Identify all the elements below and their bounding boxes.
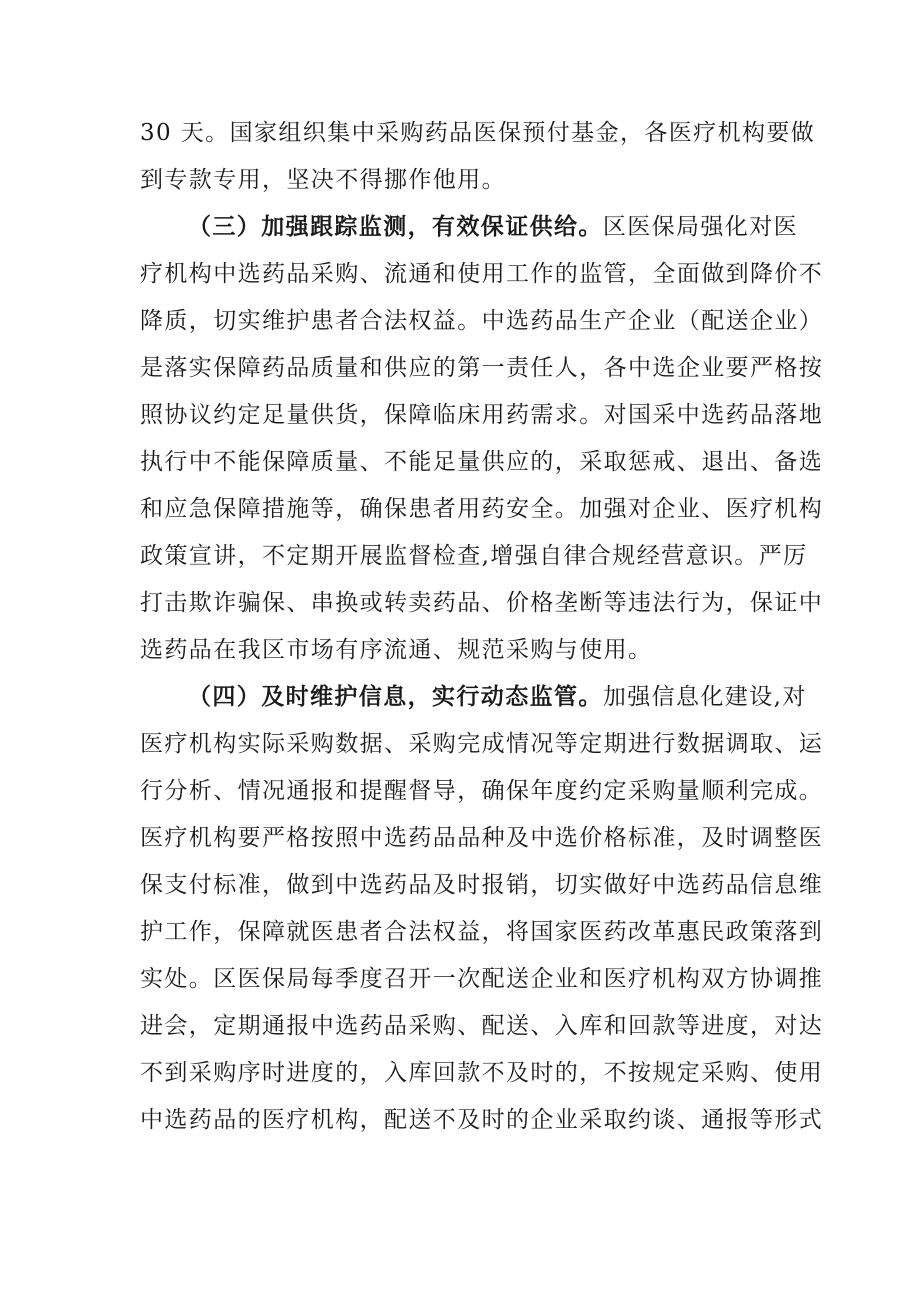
text-line: 照协议约定足量供货，保障临床用药需求。对国采中选药品落地 [140,402,824,428]
text-line: 行分析、情况通报和提醒督导，确保年度约定采购量顺利完成。 [140,778,824,804]
text-line: 医疗机构要严格按照中选药品品种及中选价格标准，及时调整医 [140,825,824,851]
text-line: 执行中不能保障质量、不能足量供应的，采取惩戒、退出、备选 [140,449,824,475]
text-line: 护工作，保障就医患者合法权益，将国家医药改革惠民政策落到 [140,919,824,945]
text-line: 政策宣讲，不定期开展监督检查,增强自律合规经营意识。严厉 [140,543,808,569]
section-heading-line [188,207,848,247]
text-line: 中选药品的医疗机构，配送不及时的企业采取约谈、通报等形式 [140,1107,824,1133]
text-line: 保支付标准，做到中选药品及时报销，切实做好中选药品信息维 [140,872,824,898]
text-line: 选药品在我区市场有序流通、规范采购与使用。 [140,637,653,663]
text-line: 医疗机构实际采购数据、采购完成情况等定期进行数据调取、运 [140,731,824,757]
section-heading-4: （四）及时维护信息，实行动态监管。 [188,683,603,710]
section-heading-line [188,677,848,717]
text-run: 区医保局强化对医 [602,214,799,240]
text-line: 30 天。国家组织集中采购药品医保预付基金，各医疗机构要做 [140,120,816,146]
text-line: 实处。区医保局每季度召开一次配送企业和医疗机构双方协调推 [140,966,824,992]
text-line: 是落实保障药品质量和供应的第一责任人，各中选企业要严格按 [140,355,824,381]
text-line: 疗机构中选药品采购、流通和使用工作的监管，全面做到降价不 [140,261,824,287]
text-run: 加强信息化建设,对 [602,684,807,710]
section-heading-3: （三）加强跟踪监测，有效保证供给。 [188,213,603,240]
text-line: 不到采购序时进度的，入库回款不及时的，不按规定采购、使用 [140,1060,824,1086]
text-line: 到专款专用，坚决不得挪作他用。 [140,167,506,193]
text-line: 降质，切实维护患者合法权益。中选药品生产企业（配送企业） [140,308,824,334]
text-line: 进会，定期通报中选药品采购、配送、入库和回款等进度，对达 [140,1013,824,1039]
text-line: 和应急保障措施等，确保患者用药安全。加强对企业、医疗机构 [140,496,824,522]
text-line: 打击欺诈骗保、串换或转卖药品、价格垄断等违法行为，保证中 [140,590,824,616]
